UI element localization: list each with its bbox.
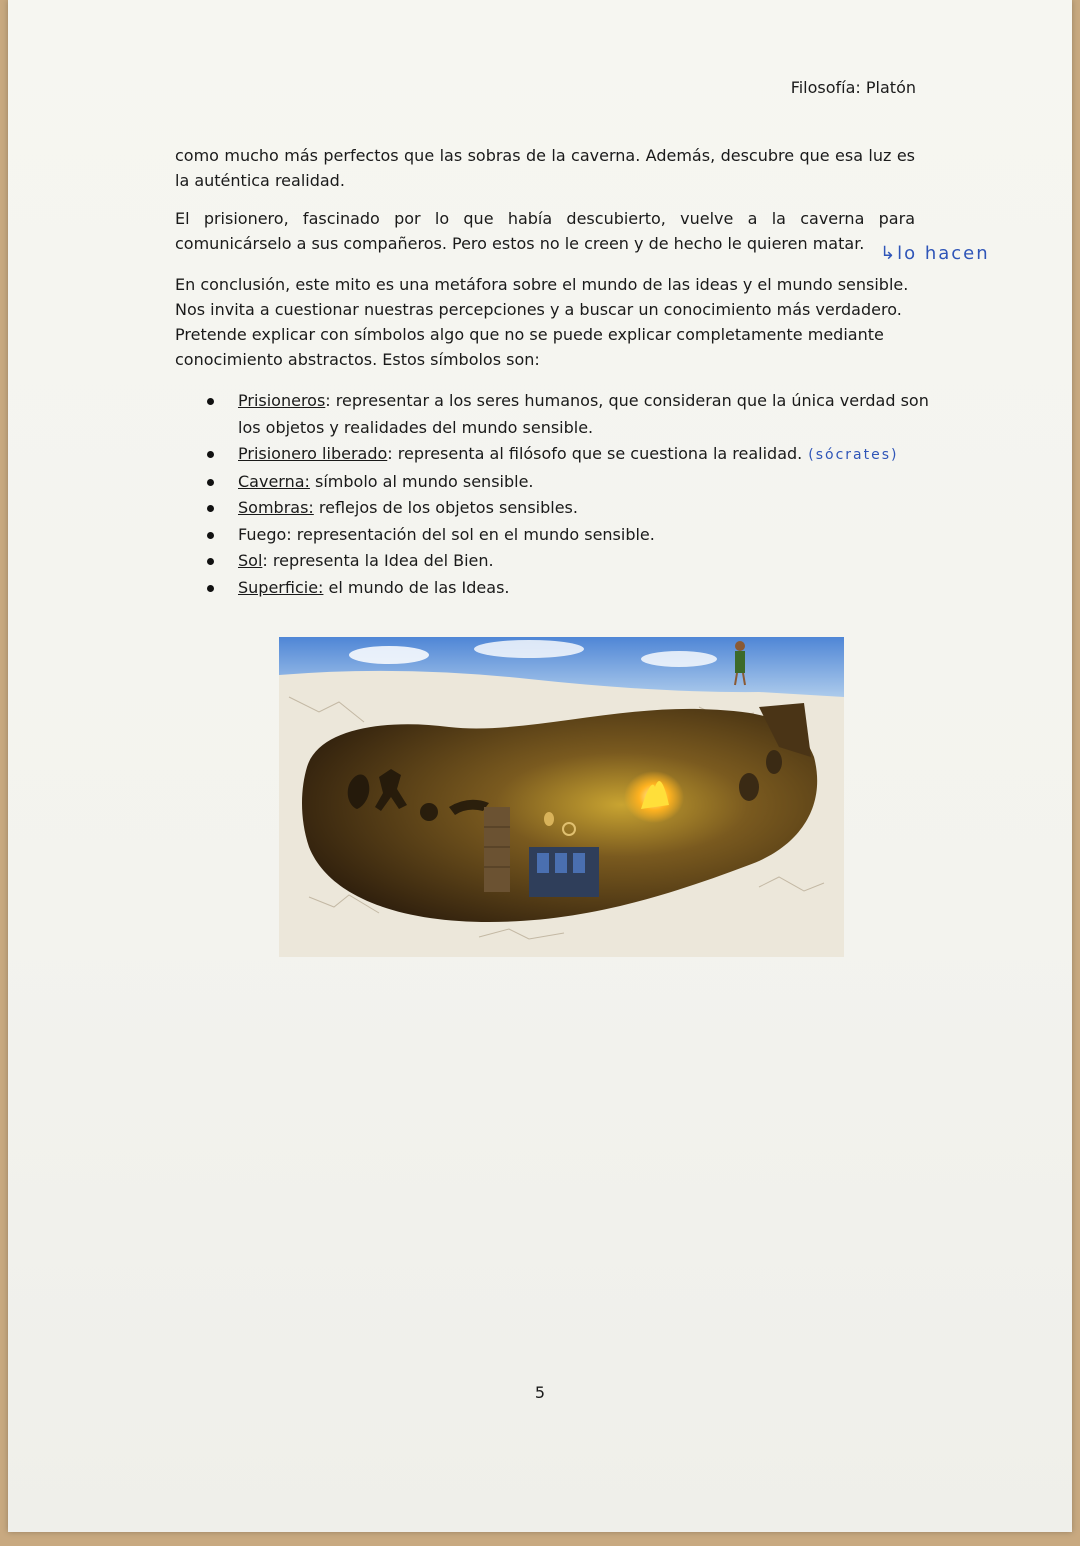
symbol-term: Superficie: [238, 577, 324, 597]
symbol-term: Fuego [238, 524, 287, 544]
cave-allegory-illustration [279, 637, 844, 957]
list-item [204, 575, 944, 602]
symbol-desc: el mundo de las Ideas. [323, 577, 510, 597]
paragraph-1: como mucho más perfectos que las sobras de la caverna. Además, descubre que esa luz es la auténtica realidad. [175, 146, 915, 190]
symbol-term: Caverna: [238, 471, 310, 491]
list-item [204, 469, 944, 496]
symbol-sep: : [387, 444, 393, 463]
symbol-desc: representa la Idea del Bien. [267, 551, 494, 570]
paragraph-2: El prisionero, fascinado por lo que había descubierto, vuelve a la caverna para comunicárselo a sus compañeros. Pero estos no le creen y de hecho le quieren matar. [175, 209, 915, 253]
handwritten-note-2: (sócrates) [808, 447, 899, 463]
symbol-desc: representación del sol en el mundo sensible. [291, 524, 655, 544]
symbol-sep: : [262, 551, 268, 570]
symbols-list [204, 388, 944, 601]
symbol-term: Sombras: [238, 498, 314, 517]
symbol-term: Prisionero liberado [238, 444, 388, 463]
list-item [204, 441, 944, 469]
symbol-desc: símbolo al mundo sensible. [309, 471, 534, 491]
symbol-sep: : [286, 524, 292, 544]
symbol-term: Sol [238, 551, 263, 570]
symbol-desc: representar a los seres humanos, que consideran que la única verdad son los objetos y realidades del mundo sensible. [238, 391, 929, 437]
symbol-desc: representa al filósofo que se cuestiona la realidad. [392, 444, 803, 463]
symbol-sep: : [325, 391, 331, 410]
paragraph-3: En conclusión, este mito es una metáfora sobre el mundo de las ideas y el mundo sensible. Nos invita a cuestionar nuestras percepciones y a buscar un conocimiento más verdadero. Pretende explicar con símbolos algo que no se puede explicar completamente mediante conocimiento abstractos. Estos símbolos son: [175, 275, 909, 369]
symbol-term: Prisioneros [238, 391, 326, 410]
list-item [204, 388, 944, 441]
symbol-desc: reflejos de los objetos sensibles. [313, 498, 578, 517]
list-item [204, 548, 944, 575]
list-item [204, 495, 944, 522]
list-item [204, 522, 944, 549]
page-number: 5 [534, 1383, 546, 1402]
handwritten-note-1: ↳lo hacen [880, 243, 990, 264]
page-header: Filosofía: Platón [790, 78, 916, 97]
